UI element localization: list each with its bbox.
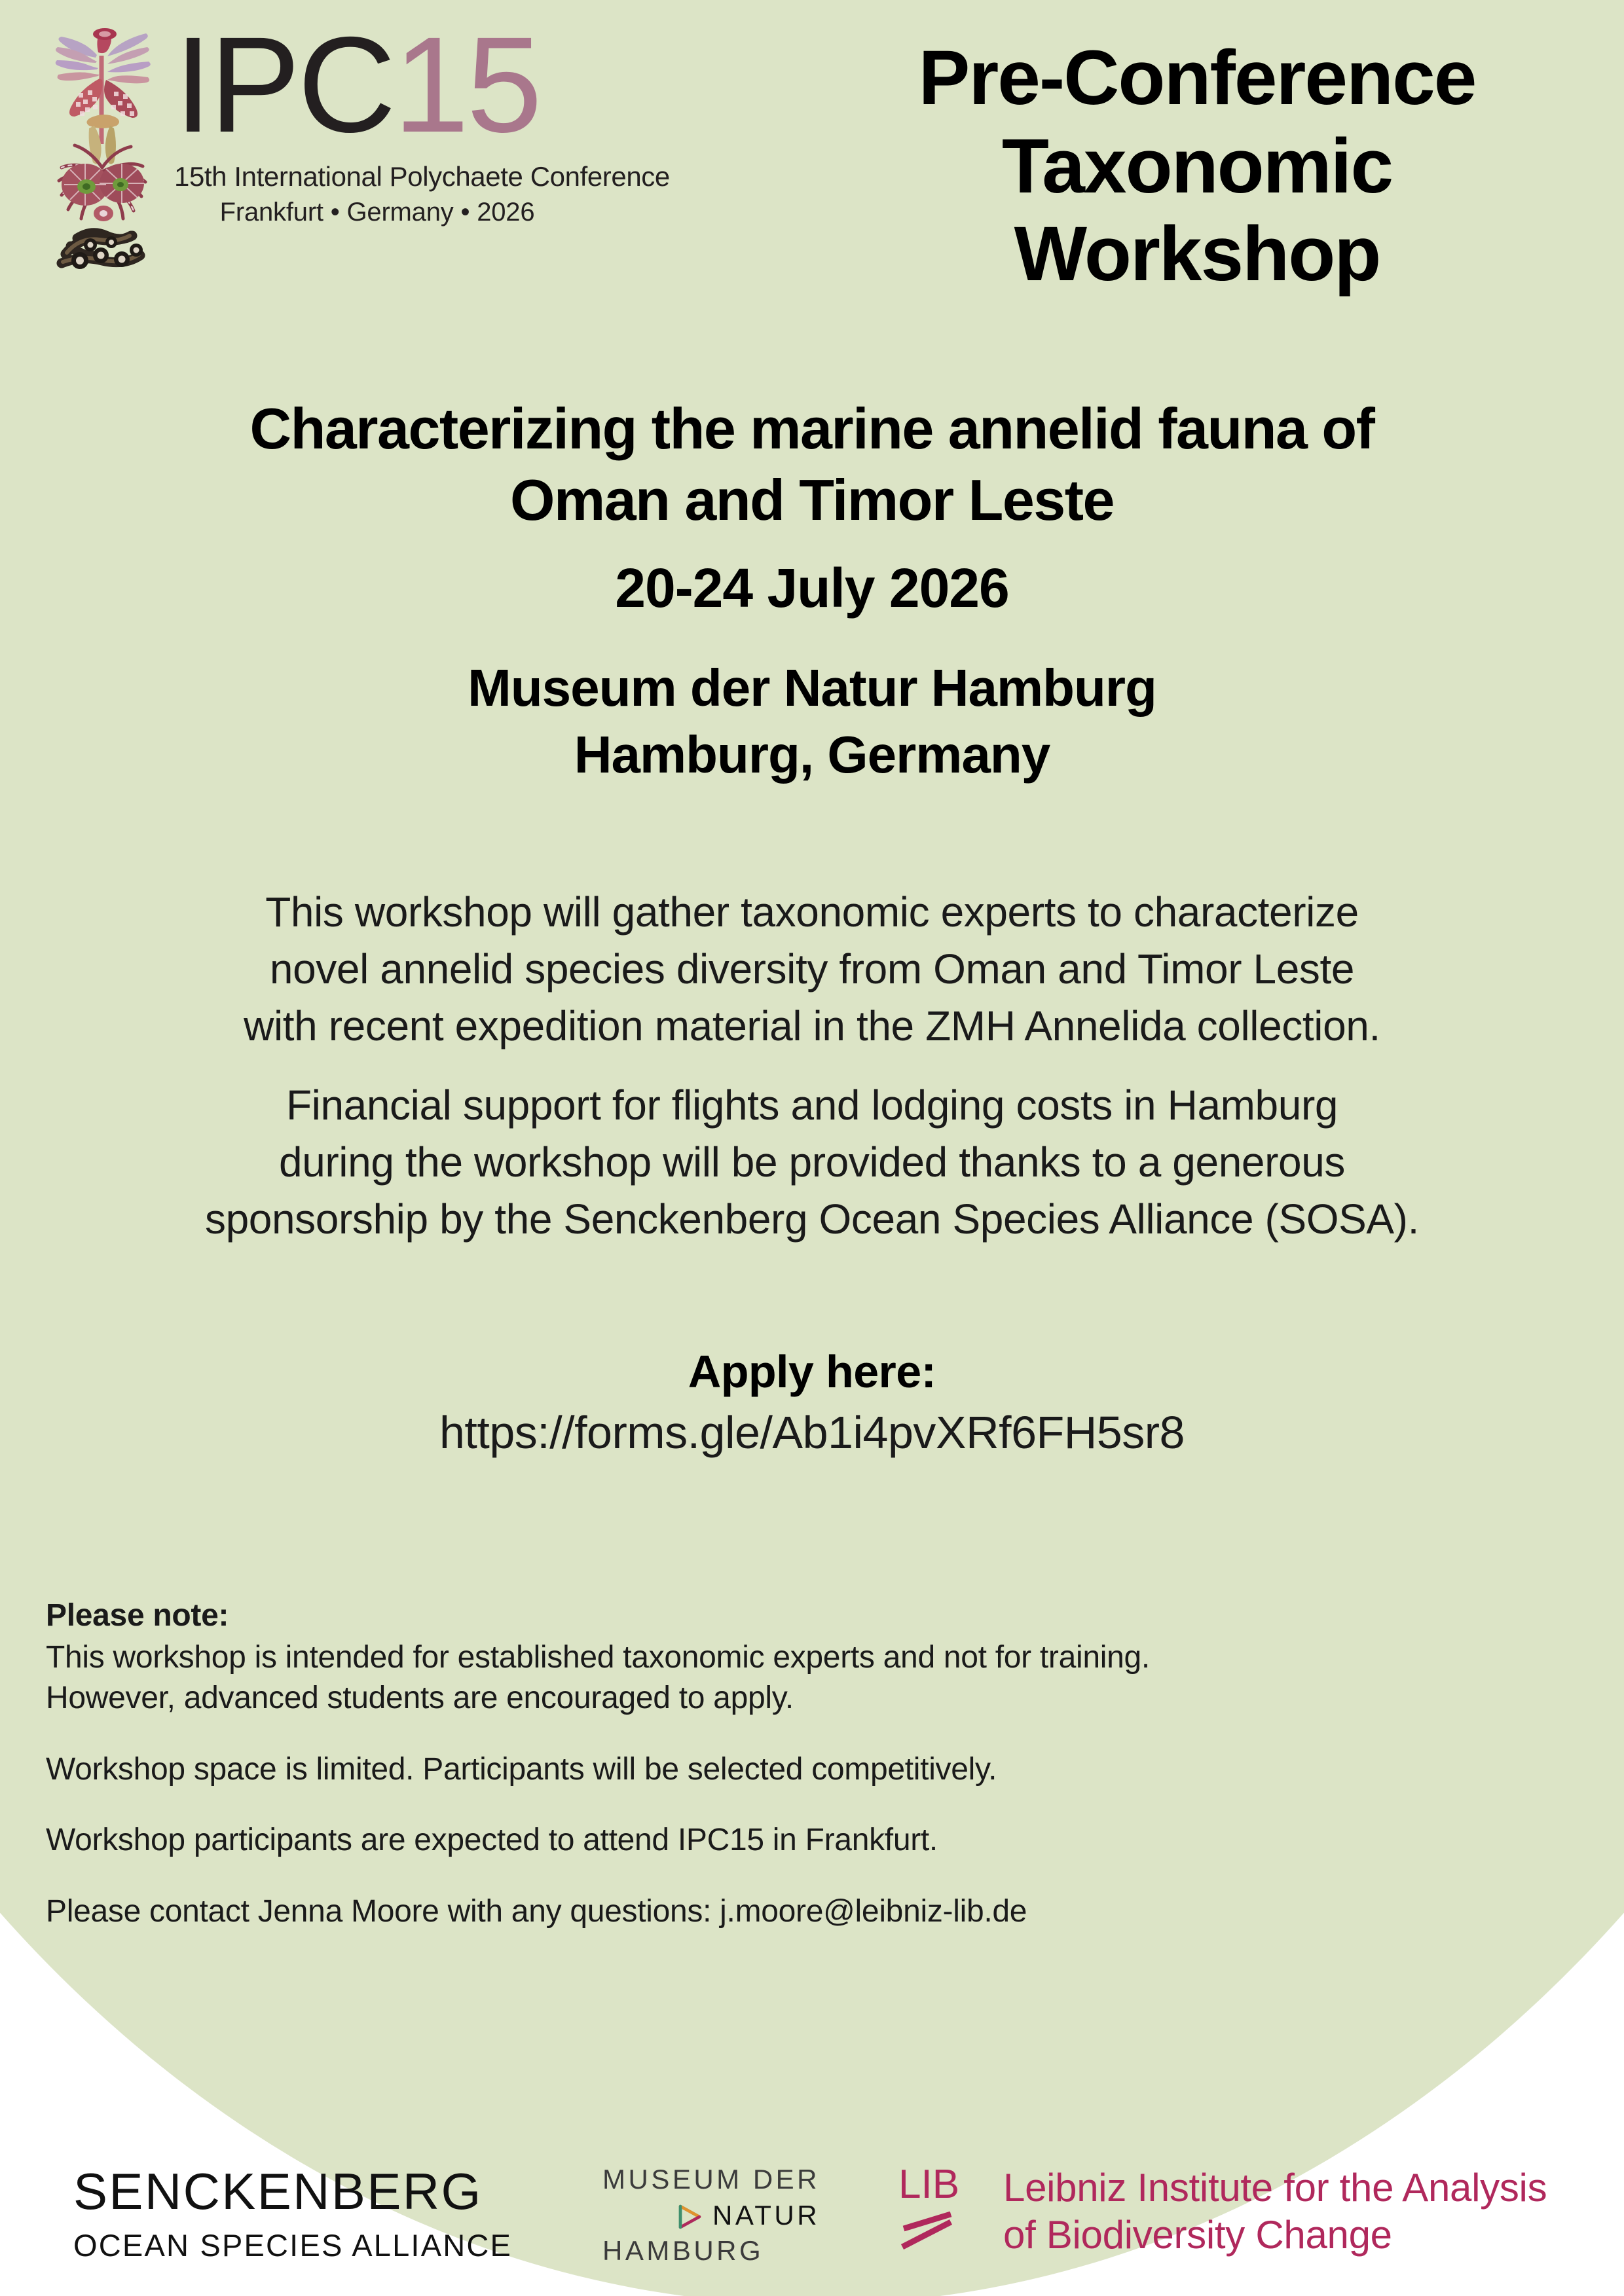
note-1-line-2: However, advanced students are encouraged to apply. — [46, 1681, 794, 1716]
mdn-line-2-text: NATUR — [712, 2199, 821, 2231]
conference-subtitle-line1: 15th International Polychaete Conference — [174, 160, 670, 192]
description-line3: with recent expedition material in the ZMH Annelida collection. — [244, 1002, 1380, 1050]
note-3: Workshop participants are expected to attend IPC15 in Frankfurt. — [46, 1823, 938, 1858]
mdn-line-2 — [602, 2198, 820, 2234]
workshop-title-line1: Characterizing the marine annelid fauna of — [249, 396, 1375, 461]
workshop-title-line2: Oman and Timor Leste — [510, 467, 1114, 533]
venue-line1: Museum der Natur Hamburg — [468, 659, 1156, 717]
ipc15-wordmark — [174, 9, 670, 227]
ipc15-logo — [38, 9, 670, 276]
lib-logo — [898, 2164, 1547, 2259]
funding-paragraph — [0, 1077, 1624, 1248]
note-4-contact: Please contact Jenna Moore with any questions: j.moore@leibniz-lib.de — [46, 1893, 1027, 1929]
header-title-line1: Pre-Conference — [918, 35, 1476, 121]
header-title — [817, 34, 1577, 299]
description-line2: novel annelid species diversity from Oman and Timor Leste — [269, 945, 1355, 993]
lib-name-line2: of Biodiversity Change — [1003, 2213, 1392, 2257]
notes-spacer-2 — [46, 1790, 1454, 1820]
notes-spacer-1 — [46, 1719, 1454, 1749]
workshop-venue — [0, 655, 1624, 789]
description-paragraph — [0, 884, 1624, 1055]
lib-full-name — [1003, 2164, 1547, 2259]
apply-form-link[interactable]: https://forms.gle/Ab1i4pvXRf6FH5sr8 — [439, 1407, 1185, 1458]
please-note-section — [46, 1597, 1454, 1932]
lib-mark — [898, 2164, 1003, 2255]
conference-subtitle-line2: Frankfurt • Germany • 2026 — [219, 197, 535, 227]
polychaete-worm-illustration-icon — [38, 20, 166, 275]
senckenberg-name: SENCKENBERG — [73, 2162, 483, 2220]
funding-line2: during the workshop will be provided thanks to a generous — [279, 1139, 1345, 1186]
workshop-title — [0, 393, 1624, 536]
description-line1: This workshop will gather taxonomic experts to characterize — [265, 888, 1359, 936]
note-2: Workshop space is limited. Participants will be selected competitively. — [46, 1751, 997, 1787]
mdn-line-3 — [602, 2233, 820, 2269]
senckenberg-logo — [73, 2162, 513, 2263]
lib-abbreviation: LIB — [898, 2162, 960, 2207]
funding-line3: sponsorship by the Senckenberg Ocean Species Alliance (SOSA). — [205, 1195, 1419, 1243]
museum-der-natur-logo — [602, 2162, 820, 2269]
mdn-line-1 — [602, 2162, 820, 2198]
workshop-dates: 20-24 July 2026 — [615, 557, 1009, 619]
please-note-heading: Please note: — [46, 1598, 229, 1633]
header-title-line2: Taxonomic Workshop — [1001, 122, 1393, 298]
ipc15-wordmark-text — [174, 9, 580, 161]
ipc-letters: IPC — [174, 9, 394, 161]
play-triangle-icon — [673, 2202, 703, 2232]
double-slash-icon — [898, 2212, 984, 2252]
note-1-line-1: This workshop is intended for established taxonomic experts and not for training. — [46, 1640, 1150, 1675]
apply-here-label: Apply here: — [688, 1346, 936, 1397]
mdn-line-3-text: HAMBURG — [602, 2235, 764, 2267]
poster-header — [0, 0, 1624, 298]
lib-name-line1: Leibniz Institute for the Analysis — [1003, 2166, 1547, 2210]
notes-spacer-3 — [46, 1861, 1454, 1891]
poster-footer — [0, 2147, 1624, 2296]
mdn-line-1-text: MUSEUM DER — [602, 2164, 821, 2195]
senckenberg-tagline: OCEAN SPECIES ALLIANCE — [73, 2228, 513, 2263]
ipc-number: 15 — [393, 9, 540, 161]
venue-line2: Hamburg, Germany — [574, 725, 1050, 784]
funding-line1: Financial support for flights and lodging costs in Hamburg — [286, 1082, 1338, 1129]
